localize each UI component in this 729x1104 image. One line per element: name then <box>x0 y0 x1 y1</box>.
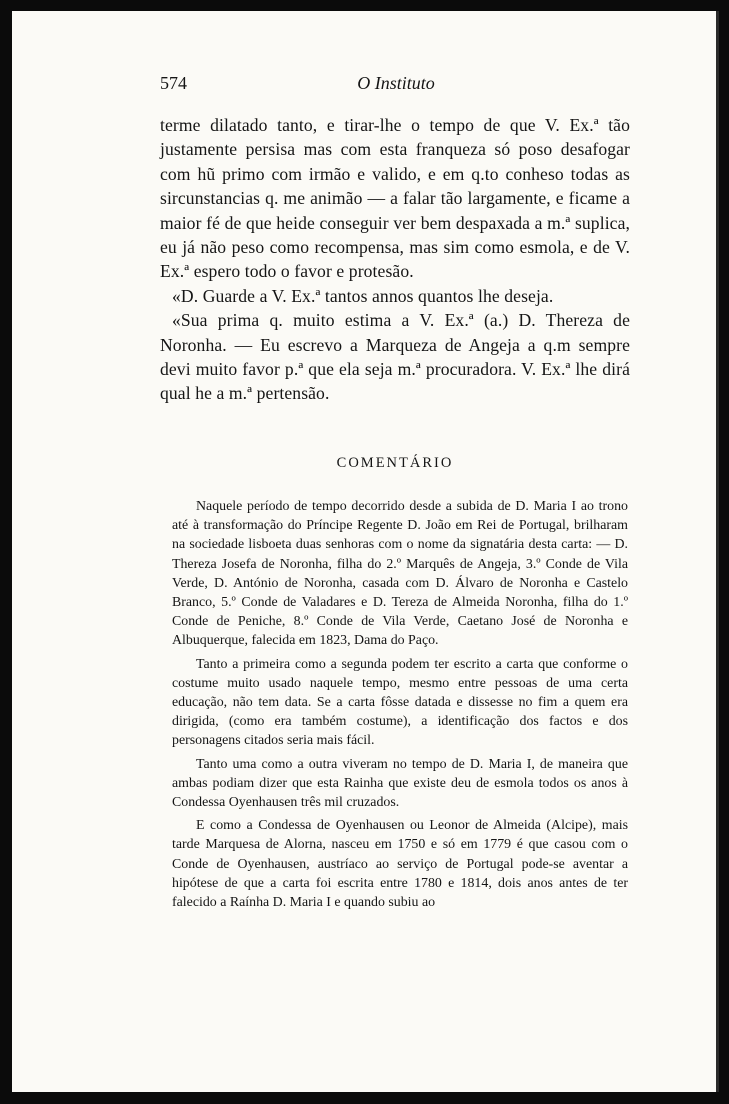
letter-paragraph: terme dilatado tanto, e tirar-lhe o tempo de que V. Ex.ª tão justamente persisa mas com esta franqueza só poso desafogar com hũ primo com irmão e valido, e em q.to conheso todas as sircunstancias q. me animão — a falar tão largamente, e ficame a maior fé de que heide conseguir ver bem despaxada a m.ª suplica, eu já não peso como recompensa, mas sim como esmola, e de V. Ex.ª espero todo o favor e protesão. <box>160 115 630 282</box>
section-heading: COMENTÁRIO <box>336 455 454 471</box>
commentary-paragraph: Tanto uma como a outra viveram no tempo de D. Maria I, de maneira que ambas podiam dizer que esta Rainha que existe deu de esmola todos os anos à Condessa Oyenhausen três mil cruzados. <box>172 756 628 811</box>
page-number: 574 <box>160 73 187 93</box>
letter-paragraph: «D. Guarde a V. Ex.ª tantos annos quantos lhe deseja. <box>172 285 554 306</box>
commentary-paragraph: E como a Condessa de Oyenhausen ou Leonor de Almeida (Alcipe), mais tarde Marquesa de Alorna, nasceu em 1750 e só em 1779 é que casou com o Conde de Oyenhausen, austríaco ao serviço de Portugal pode-se aventar a hipótese de que a carta foi escrita entre 1780 e 1814, dois anos antes de ter falecido a Raínha D. Maria I e quando subiu ao <box>172 818 628 911</box>
page-header <box>160 73 632 99</box>
running-title: O Instituto <box>357 73 435 93</box>
letter-paragraph: «Sua prima q. muito estima a V. Ex.ª (a.) D. Thereza de Noronha. — Eu escrevo a Marqueza de Angeja a q.m sempre devi muito favor p.ª que ela seja m.ª procuradora. V. Ex.ª lhe dirá qual he a m.ª pertensão. <box>160 310 630 404</box>
commentary-paragraph: Tanto a primeira como a segunda podem ter escrito a carta que conforme o costume muito usado naquele tempo, mesmo entre pessoas de uma certa educação, não tem data. Se a carta fôsse datada e dissesse no fim a quem era dirigida, (como era também costume), a identificação dos factos e dos personagens citados seria mais fácil. <box>172 656 628 749</box>
letter-text <box>160 113 630 406</box>
page-sheet <box>12 11 719 1092</box>
commentary-text <box>172 497 628 912</box>
commentary-paragraph: Naquele período de tempo decorrido desde a subida de D. Maria I ao trono até à transformação do Príncipe Regente D. João em Rei de Portugal, brilharam na sociedade lisboeta duas senhoras com o nome da signatária desta carta: — D. Thereza Josefa de Noronha, filha do 2.º Marquês de Angeja, 3.º Conde de Vila Verde, D. António de Noronha, casada com D. Álvaro de Noronha e Castelo Branco, 5.º Conde de Valadares e D. Tereza de Almeida Noronha, filha do 1.º Conde de Peniche, 8.º Conde de Vila Verde, Caetano José de Noronha e Albuquerque, falecida em 1823, Dama do Paço. <box>172 499 628 649</box>
